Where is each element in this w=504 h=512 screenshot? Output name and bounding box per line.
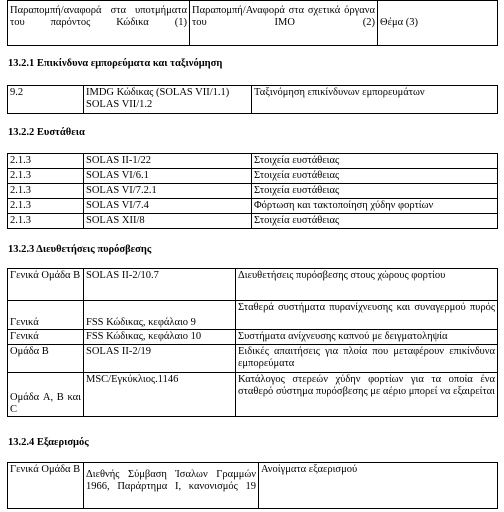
subject-cell: Ανοίγματα εξαερισμού [259, 463, 498, 509]
instrument-cell: SOLAS VI/7.2.1 [84, 184, 252, 199]
table-row [8, 214, 498, 229]
header-col-1: Παραπομπή/αναφορά στα υποτμήματα του παρόντος Κώδικα (1) [8, 1, 190, 46]
instrument-cell: SOLAS II-1/22 [84, 154, 252, 169]
instrument-cell: SOLAS II-2/19 [84, 345, 236, 373]
subject-cell: Διευθετήσεις πυρόσβεσης στους χώρους φορτίου [236, 269, 498, 301]
ref-cell: Ομάδα A, B και C [8, 373, 84, 417]
header-table [7, 0, 498, 46]
subject-cell: Στοιχεία ευστάθειας [252, 214, 498, 229]
subject-cell: Φόρτωση και τακτοποίηση χύδην φορτίων [252, 199, 498, 214]
section-4-table [7, 462, 498, 509]
instrument-cell: IMDG Κώδικας (SOLAS VII/1.1) SOLAS VII/1.2 [84, 86, 252, 114]
subject-cell: Συστήματα ανίχνευσης καπνού με δειγματοληψία [236, 330, 498, 345]
table-row [8, 169, 498, 184]
header-col-3: Θέμα (3) [378, 1, 498, 46]
table-row [8, 199, 498, 214]
instrument-cell: MSC/Εγκύκλιος.1146 [84, 373, 236, 417]
section-2-table [7, 153, 498, 229]
ref-cell: 2.1.3 [8, 184, 84, 199]
subject-cell: Στοιχεία ευστάθειας [252, 184, 498, 199]
subject-cell: Ταξινόμηση επικίνδυνων εμπορευμάτων [252, 86, 498, 114]
ref-cell: Ομάδα B [8, 345, 84, 373]
table-row [8, 269, 498, 301]
ref-cell: 2.1.3 [8, 199, 84, 214]
instrument-cell: FSS Κώδικας, κεφάλαιο 9 [84, 301, 236, 330]
section-heading-fire-fighting: 13.2.3 Διευθετήσεις πυρόσβεσης [8, 244, 152, 255]
section-3-table [7, 268, 498, 417]
subject-cell: Κατάλογος στερεών χύδην φορτίων για τα οποία ένα σταθερό σύστημα πυρόσβεσης με αέριο μπορεί να εξαιρείται [236, 373, 498, 417]
subject-cell: Στοιχεία ευστάθειας [252, 169, 498, 184]
section-heading-hazardous-goods: 13.2.1 Επικίνδυνα εμπορεύματα και ταξινόμηση [8, 58, 223, 69]
ref-cell: Γενικά Ομάδα B [8, 269, 84, 301]
instrument-cell: SOLAS VI/6.1 [84, 169, 252, 184]
table-row [8, 154, 498, 169]
instrument-cell: SOLAS II-2/10.7 [84, 269, 236, 301]
instrument-cell: FSS Κώδικας, κεφάλαιο 10 [84, 330, 236, 345]
subject-cell: Ειδικές απαιτήσεις για πλοία που μεταφέρουν επικίνδυνα εμπορεύματα [236, 345, 498, 373]
table-row [8, 373, 498, 417]
table-row [8, 301, 498, 330]
ref-cell: Γενικά [8, 330, 84, 345]
instrument-cell: SOLAS XII/8 [84, 214, 252, 229]
table-row [8, 86, 498, 114]
table-row [8, 345, 498, 373]
header-col-2: Παραπομπή/Αναφορά στα σχετικά όργανα του IMO (2) [190, 1, 378, 46]
subject-cell: Σταθερά συστήματα πυρανίχνευσης και συναγερμού πυρός [236, 301, 498, 330]
instrument-cell: SOLAS VI/7.4 [84, 199, 252, 214]
table-row [8, 184, 498, 199]
section-heading-ventilation: 13.2.4 Εξαερισμός [8, 437, 89, 448]
ref-cell: 9.2 [8, 86, 84, 114]
section-heading-stability: 13.2.2 Ευστάθεια [8, 127, 85, 138]
ref-cell: 2.1.3 [8, 154, 84, 169]
ref-cell: 2.1.3 [8, 214, 84, 229]
subject-cell: Στοιχεία ευστάθειας [252, 154, 498, 169]
section-1-table [7, 85, 498, 114]
instrument-cell: Διεθνής Σύμβαση Ίσαλων Γραμμών 1966, Παράρτημα I, κανονισμός 19 [84, 463, 259, 509]
ref-cell: Γενικά [8, 301, 84, 330]
table-row [8, 463, 498, 509]
table-row [8, 330, 498, 345]
ref-cell: Γενικά Ομάδα B [8, 463, 84, 509]
ref-cell: 2.1.3 [8, 169, 84, 184]
